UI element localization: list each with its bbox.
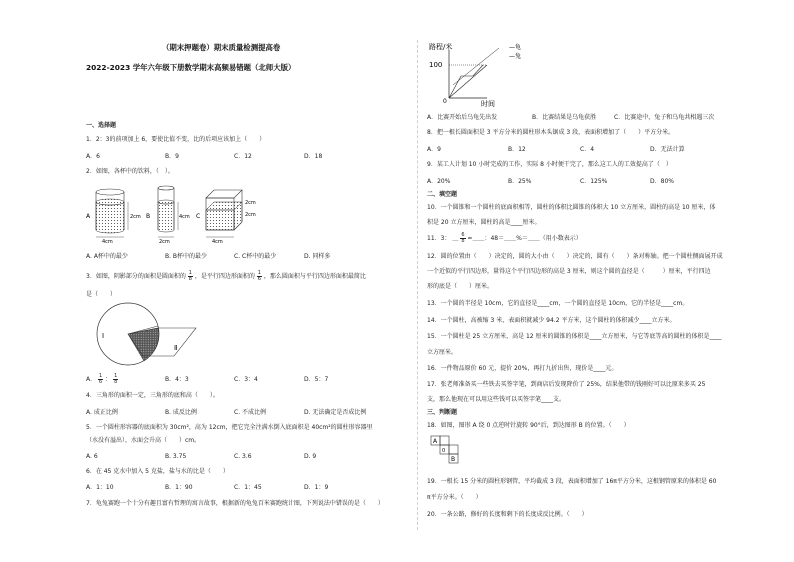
question-10-line1: 10．一个圆锥和一个圆柱的底面积相等，圆柱的体积比圆锥的体积大 10 立方厘米，圆柱的高是 10 厘米，体 bbox=[427, 204, 716, 211]
question-10-line2: 积是 20 立方厘米，圆柱的高是____厘米。 bbox=[427, 219, 541, 226]
q8-option-a: A．9 bbox=[427, 146, 441, 153]
legend-tortoise: —龟 bbox=[509, 44, 522, 51]
question-3-line2: 是（ ） bbox=[86, 291, 117, 298]
question-12-line3: 形的底是（ ）厘米。 bbox=[427, 283, 494, 290]
q2-option-d: D. 同样多 bbox=[304, 253, 331, 260]
q1-option-b: B．9 bbox=[165, 153, 179, 160]
q3-option-c: C．3：4 bbox=[234, 376, 258, 383]
q8-option-d: D．无法计算 bbox=[650, 146, 685, 153]
q3-text-c: ，那么圆面积与平行四边形面积最简比 bbox=[263, 273, 366, 280]
q1-option-c: C．12 bbox=[234, 153, 252, 160]
q1-option-a: A．6 bbox=[86, 153, 100, 160]
question-11: 11．3： ＿ $\frac{6}{8}$ =＿＿：48＝＿＿%＝＿＿（用小数表示） bbox=[427, 232, 582, 244]
q11-text-a: 11．3： bbox=[427, 235, 451, 242]
question-7: 7．龟兔赛跑一个十分有趣且富有哲理的寓言故事，根据新的龟兔百米赛跑统计图，下列说法中错误的是（ ） bbox=[86, 500, 384, 507]
q3-optA-n2: 1 bbox=[114, 373, 118, 379]
q5-option-a: A. 6 bbox=[86, 453, 98, 460]
svg-text:4cm: 4cm bbox=[212, 239, 223, 245]
question-12-line2: 一个近似的平行四边形，量得这个平行四边形的高是 3 厘米，则这个圆的直径是（ ）厘米，平行四边 bbox=[427, 268, 711, 275]
question-20: 20．一条公路，修好的长度和剩下的长度成反比例。（ ） bbox=[427, 511, 588, 518]
question-5-line1: 5．一个圆柱形容器的底面积为 30cm²，高为 12cm，把它完全注满水倒入底面积是 40cm²的圆柱形容器里 bbox=[86, 424, 373, 431]
q3-option-b: B．4：3 bbox=[165, 376, 189, 383]
svg-text:2cm: 2cm bbox=[245, 212, 256, 218]
graph-tick-100: 100 bbox=[429, 61, 443, 69]
column-divider bbox=[417, 40, 418, 530]
q11-fraction bbox=[460, 233, 465, 244]
q7-option-b: B．比赛结果是乌龟获胜 bbox=[532, 114, 597, 121]
cup-a-letter: A bbox=[86, 213, 91, 220]
q9-option-b: B．25% bbox=[508, 178, 532, 185]
q18-rotation-figure bbox=[429, 434, 469, 470]
question-14: 14．一个圆柱，高被缩 3 米，表面积就减少 94.2 平方米，这个圆柱的体积减少____立方米。 bbox=[427, 317, 676, 324]
svg-text:4cm: 4cm bbox=[179, 214, 190, 220]
q4-option-c: C. 不成比例 bbox=[234, 409, 267, 416]
svg-text:2cm: 2cm bbox=[130, 214, 141, 220]
q5-option-c: C. 3.6 bbox=[234, 453, 252, 460]
q11-frac-den: 8 bbox=[461, 238, 465, 244]
section-fill-heading: 二、填空题 bbox=[427, 191, 458, 198]
q3-fraction-2 bbox=[257, 271, 262, 282]
q4-option-d: D. 无法确定是否成比例 bbox=[304, 409, 367, 416]
q3-frac2-den: 6 bbox=[257, 276, 261, 282]
q3-frac1-num: 1 bbox=[188, 270, 192, 276]
question-19-line2: π平方分米。（ ） bbox=[427, 494, 482, 501]
q3-optA-n1: 1 bbox=[99, 373, 103, 379]
cup-b-letter: B bbox=[146, 213, 151, 220]
q5-option-d: D. 9 bbox=[304, 453, 317, 460]
q3-circle-parallelogram-figure bbox=[92, 300, 202, 372]
q3-text-b: ，是平行四边形面积的 bbox=[194, 273, 255, 280]
q4-option-b: B. 成反比例 bbox=[165, 409, 197, 416]
svg-text:4cm: 4cm bbox=[102, 239, 113, 245]
q3-optA-d1: 6 bbox=[99, 379, 103, 385]
legend-rabbit: —兔 bbox=[509, 53, 522, 60]
graph-y-axis-label: 路程/米 bbox=[429, 43, 453, 51]
question-19-line1: 19．一根长 15 分米的圆柱形钢管，平均截成 3 段，表面积增加了 16π平方分米，这根钢管原来的体积是 60 bbox=[427, 478, 717, 485]
question-12-line1: 12．圆的位置由（ ）决定的，圆的大小由（ ）决定的，圆有（ ）条对称轴。把一个圆柱侧面展开成 bbox=[427, 253, 723, 260]
q3-option-d: D．5：7 bbox=[304, 376, 329, 383]
svg-text:2cm: 2cm bbox=[159, 239, 170, 245]
race-distance-time-graph bbox=[425, 40, 525, 106]
q2-option-a: A. A杯中的最少 bbox=[86, 253, 128, 260]
question-1: 1．2：3的前项加上 6，要使比值不变，比的后项应该加上（ ） bbox=[86, 136, 266, 143]
q6-option-b: B．1：90 bbox=[165, 484, 193, 491]
q4-option-a: A. 成正比例 bbox=[86, 409, 118, 416]
q3-fraction-1 bbox=[188, 271, 193, 282]
question-16: 16．一件物品原价 60 元，提价 20%，再打九折出售，现价是____元。 bbox=[427, 365, 618, 372]
q2-option-b: B. B杯中的最少 bbox=[165, 253, 208, 260]
q11-text-b: =＿＿：48＝＿＿%＝＿＿（用小数表示） bbox=[467, 235, 582, 242]
q3-region-2-label: Ⅱ bbox=[174, 344, 178, 352]
cup-c-letter: C bbox=[196, 213, 201, 220]
question-5-line2: （水没有溢出），水面会升高（ ）cm。 bbox=[86, 437, 201, 444]
q3-region-1-label: Ⅰ bbox=[102, 332, 105, 340]
q18-figure-a-label: A bbox=[433, 438, 438, 445]
question-15-line2: 立方厘米。 bbox=[427, 349, 458, 356]
q7-option-c: C．比赛途中，兔子和乌龟共相遇三次 bbox=[614, 114, 715, 121]
section-judge-heading: 三、判断题 bbox=[427, 409, 458, 416]
q6-option-c: C．1：45 bbox=[234, 484, 262, 491]
q3-option-a-label: A． bbox=[86, 376, 97, 383]
question-17-line1: 17．张老师准备买一些铁去买签字笔，到商店后发现降价了 25%，结果他带的钱刚好可以比原来多买 25 bbox=[427, 381, 706, 388]
q8-option-c: C．4 bbox=[580, 146, 595, 153]
q1-option-d: D．18 bbox=[304, 153, 323, 160]
q18-point-o-label: 0 bbox=[442, 448, 446, 454]
q9-option-c: C．125% bbox=[580, 178, 608, 185]
q9-option-d: D．80% bbox=[650, 178, 674, 185]
question-6: 6．在 45 克水中加入 5 克盐，盐与水的比是（ ） bbox=[86, 468, 229, 475]
question-13: 13．一个圆的半径是 10cm，它的直径是____cm，一个圆的直径是 10cm，它的半径是____cm。 bbox=[427, 300, 689, 307]
question-2: 2．如图，各杯中的饮料，（ ）。 bbox=[86, 168, 174, 175]
q3-frac1-den: 8 bbox=[188, 276, 192, 282]
graph-x-axis-label: 时间 bbox=[481, 100, 495, 108]
section-choice-heading: 一、选择题 bbox=[86, 122, 117, 129]
tortoise-line bbox=[449, 65, 487, 98]
svg-text:2cm: 2cm bbox=[245, 200, 256, 206]
q7-option-a: A．比赛开始后乌龟先出发 bbox=[427, 114, 498, 121]
page-subtitle: 2022-2023 学年六年级下册数学期末高频易错题（北师大版） bbox=[86, 63, 296, 72]
q18-figure-b-label: B bbox=[451, 456, 456, 463]
q9-option-a: A．20% bbox=[427, 178, 451, 185]
q6-option-d: D．1：9 bbox=[304, 484, 329, 491]
q3-optA-frac2 bbox=[113, 374, 118, 385]
q8-option-b: B．12 bbox=[508, 146, 526, 153]
question-3-line1 bbox=[86, 271, 366, 282]
page-title: （期末押题卷）期末质量检测提高卷 bbox=[162, 43, 281, 52]
q5-option-b: B. 3.75 bbox=[165, 453, 187, 460]
question-4: 4．三角形的面积一定，三角形的底和高（ ）。 bbox=[86, 392, 219, 399]
q3-option-a: A． $\frac{1}{6}$ ： $\frac{1}{8}$ bbox=[86, 373, 118, 385]
question-18: 18．如图，图形 A 绕 0 点逆时针旋转 90°后，到达图形 B 的位置。（ ） bbox=[427, 422, 630, 429]
q3-optA-d2: 8 bbox=[114, 379, 118, 385]
question-8: 8．把一根长圆面积是 3 平方分米的圆柱形木头锯成 3 段，表面积增加了（ ）平方分米。 bbox=[427, 129, 675, 136]
q2-cups-figure bbox=[86, 180, 276, 246]
q6-option-a: A．1：10 bbox=[86, 484, 114, 491]
rabbit-line bbox=[449, 65, 483, 98]
q3-optA-frac1 bbox=[98, 374, 103, 385]
question-17-line2: 支，那么他现在可以用这些钱可以买签字笔____支。 bbox=[427, 396, 566, 403]
q2-option-c: C. C杯中的最少 bbox=[234, 253, 277, 260]
q11-frac-num: 6 bbox=[461, 232, 465, 238]
q3-frac2-num: 1 bbox=[257, 270, 261, 276]
question-15-line1: 15．一个圆柱是 25 立方厘米，高是 12 厘米的圆锥的体积是____立方厘米，与它等底等高的圆柱的体积是____ bbox=[427, 333, 722, 340]
q3-text-a: 3．如图，阴影部分的面积是圆面积的 bbox=[86, 273, 186, 280]
graph-origin: 0 bbox=[443, 98, 447, 105]
question-9: 9．某工人计划 10 小时完成的工作，实际 8 小时便干完了，那么这工人的工效提高了（ ） bbox=[427, 161, 672, 168]
